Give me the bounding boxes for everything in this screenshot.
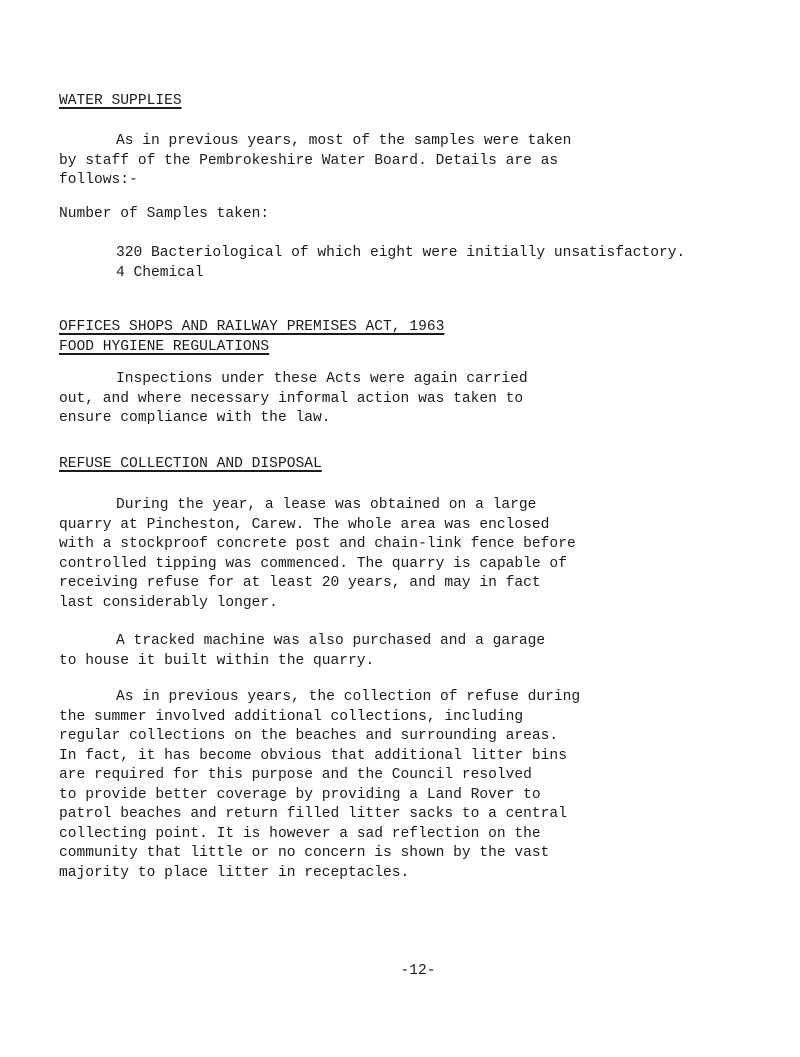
refuse-paragraph-2: A tracked machine was also purchased and a garage to house it built within the quarry. [59,633,546,669]
samples-bacteriological: 320 Bacteriological of which eight were initially unsatisfactory. [116,245,686,261]
heading-refuse-collection: REFUSE COLLECTION AND DISPOSAL [59,456,322,472]
offices-paragraph: Inspections under these Acts were again carried out, and where necessary informal action was taken to ensure compliance with the law. [59,371,528,426]
refuse-paragraph-1: During the year, a lease was obtained on a large quarry at Pincheston, Carew. The whole area was enclosed with a stockproof concrete post and chain-link fence before controlled tipping was commenced. The quarry is capable of receiving refuse for at least 20 years, and may in fact last considerably longer. [59,497,576,611]
heading-water-supplies: WATER SUPPLIES [59,93,182,109]
samples-chemical: 4 Chemical [116,264,204,281]
page-number: -12- [400,963,436,979]
heading-offices-food-hygiene: OFFICES SHOPS AND RAILWAY PREMISES ACT, 1963 FOOD HYGIENE REGULATIONS [59,319,445,355]
water-intro-paragraph: As in previous years, most of the samples were taken by staff of the Pembrokeshire Water Board. Details are as follows:- [59,133,572,188]
samples-label: Number of Samples taken: [59,206,270,222]
refuse-paragraph-3: As in previous years, the collection of refuse during the summer involved additional collections, including regular collections on the beaches and surrounding areas. In fact, it has become obvious that additional litter bins are required for this purpose and the Council resolved to provide better coverage by providing a Land Rover to patrol beaches and return filled litter sacks to a central collecting point. It is however a sad reflection on the community that little or no concern is shown by the vast majority to place litter in receptacles. [59,689,581,881]
samples-list [116,244,685,283]
